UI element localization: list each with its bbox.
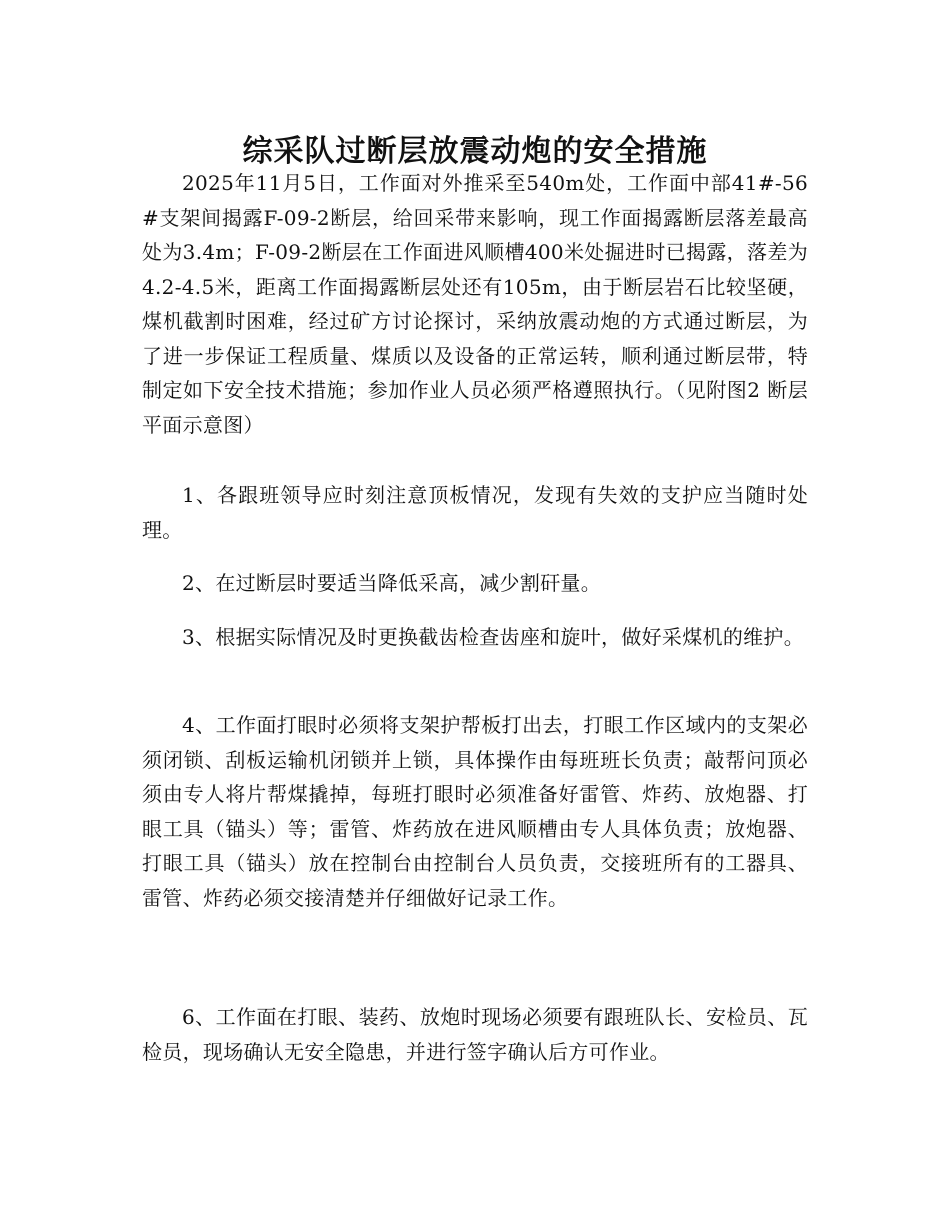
document-title: 综采队过断层放震动炮的安全措施 [242, 134, 708, 170]
intro-paragraph: 2025年11月5日，工作面对外推采至540m处，工作面中部41#-56#支架间揭露F-09-2断层，给回采带来影响，现工作面揭露断层落差最高处为3.4m；F-09-2断层在工作面进风顺槽400米处掘进时已揭露，落差为4.2-4.5米，距离工作面揭露断层处还有105m，由于断层岩石比较坚硬，煤机截割时困难，经过矿方讨论探讨，采纳放震动炮的方式通过断层，为了进一步保证工程质量、煤质以及设备的正常运转，顺利通过断层带，特制定如下安全技术措施；参加作业人员必须严格遵照执行。（见附图2 断层平面示意图） [142, 171, 808, 437]
measure-item-2: 2、在过断层时要适当降低采高，减少割矸量。 [182, 571, 602, 595]
measure-item-3: 3、根据实际情况及时更换截齿检查齿座和旋叶，做好采煤机的维护。 [182, 625, 805, 649]
measure-item-6: 6、工作面在打眼、装药、放炮时现场必须要有跟班队长、安检员、瓦检员，现场确认无安全隐患，并进行签字确认后方可作业。 [142, 1005, 808, 1064]
measure-item-4: 4、工作面打眼时必须将支架护帮板打出去，打眼工作区域内的支架必须闭锁、刮板运输机闭锁并上锁，具体操作由每班班长负责；敲帮问顶必须由专人将片帮煤撬掉，每班打眼时必须准备好雷管、炸药、放炮器、打眼工具（锚头）等；雷管、炸药放在进风顺槽由专人具体负责；放炮器、打眼工具（锚头）放在控制台由控制台人员负责，交接班所有的工器具、雷管、炸药必须交接清楚并仔细做好记录工作。 [142, 713, 808, 910]
measure-item-1: 1、各跟班领导应时刻注意顶板情况，发现有失效的支护应当随时处理。 [142, 483, 808, 542]
